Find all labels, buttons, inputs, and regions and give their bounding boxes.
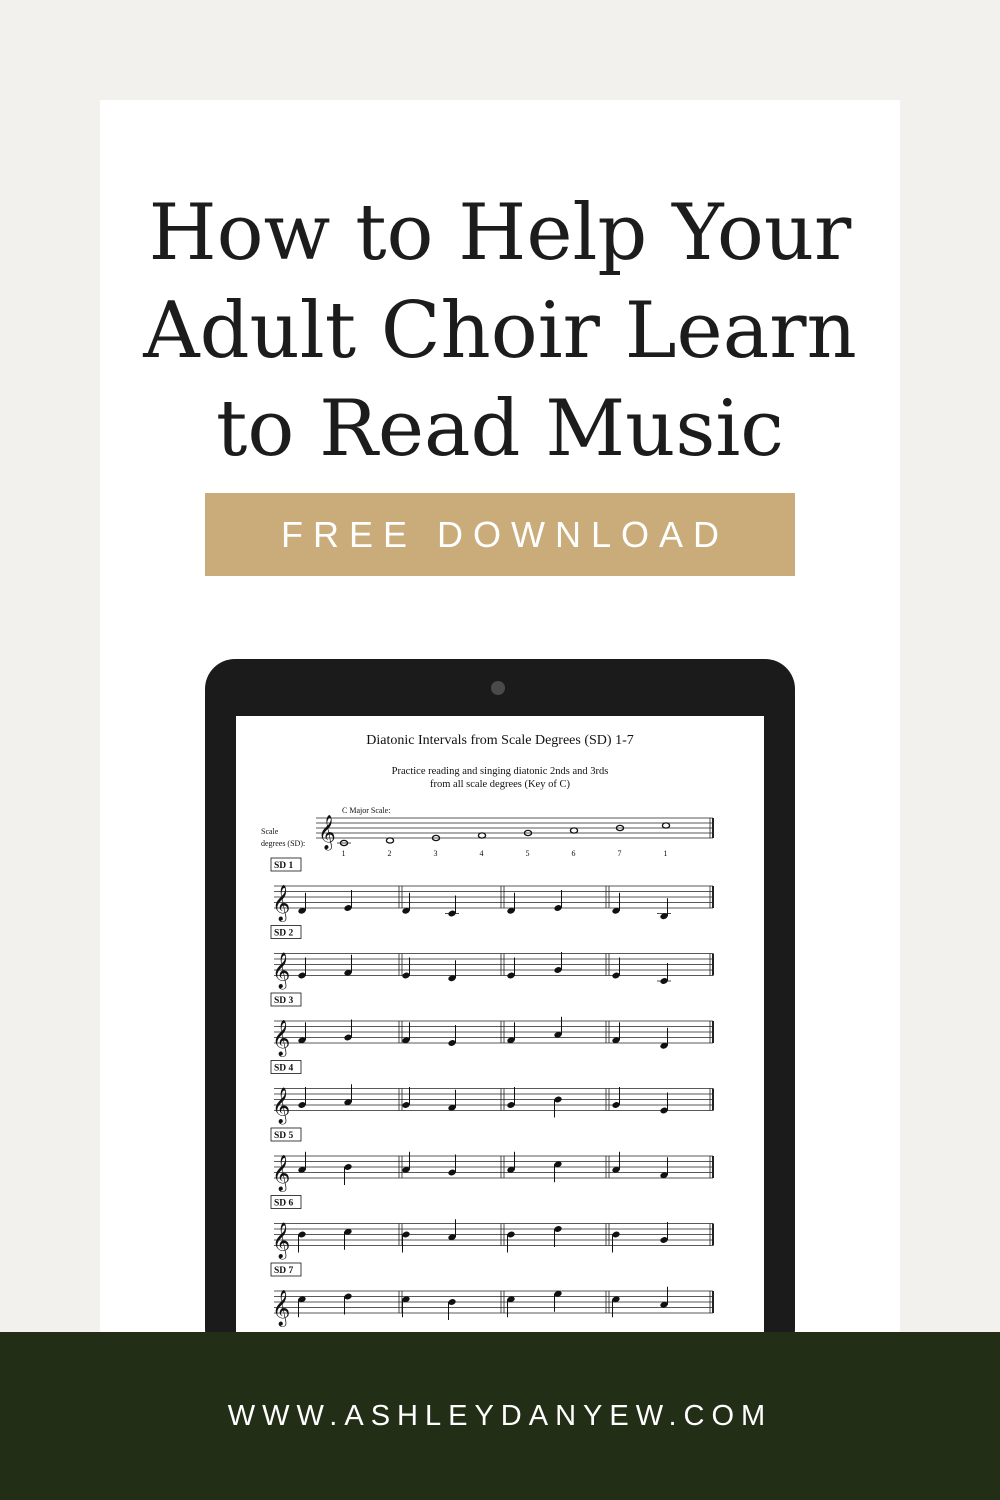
camera-icon [491, 681, 505, 695]
treble-clef-icon: 𝄞 [318, 816, 336, 849]
scale-note [570, 828, 577, 833]
sd-label: SD 6 [274, 1198, 294, 1209]
sheet-music [236, 716, 764, 1359]
scale-degree-number: 3 [433, 849, 438, 858]
treble-clef-icon: 𝄞 [272, 1290, 291, 1325]
sd-label: SD 1 [274, 861, 294, 871]
worksheet-preview [236, 716, 764, 1359]
treble-clef-icon: 𝄞 [272, 1087, 291, 1123]
treble-clef-icon: 𝄞 [272, 1155, 291, 1190]
scale-note [662, 823, 669, 828]
scale-degree-number: 5 [525, 849, 530, 858]
scale-degree-number: 1 [341, 849, 346, 858]
sd-label: SD 7 [274, 1266, 294, 1276]
scale-label: C Major Scale: [342, 806, 391, 815]
treble-clef-icon: 𝄞 [272, 952, 291, 988]
title-line-2: Adult Choir Learn [143, 286, 857, 376]
title-line-3: to Read Music [216, 384, 784, 474]
sd-label: SD 5 [274, 1131, 294, 1141]
free-download-button[interactable]: FREE DOWNLOAD [205, 493, 795, 576]
sd-label: SD 2 [274, 928, 294, 939]
page-title [0, 184, 1000, 478]
footer-bar [0, 1332, 1000, 1500]
treble-clef-icon: 𝄞 [272, 1222, 291, 1258]
tablet-mockup [205, 659, 795, 1359]
treble-clef-icon: 𝄞 [272, 885, 291, 920]
sd-label: SD 4 [274, 1063, 294, 1074]
worksheet-title: Diatonic Intervals from Scale Degrees (SD) 1-7 [366, 733, 634, 748]
scale-degrees-label: Scale [261, 827, 279, 836]
title-line-1: How to Help Your [148, 188, 852, 278]
scale-degree-number: 1 [663, 849, 668, 858]
scale-degree-number: 4 [479, 849, 484, 858]
worksheet-subtitle-line-1: Practice reading and singing diatonic 2nds and 3rds [391, 766, 609, 777]
website-link[interactable]: WWW.ASHLEYDANYEW.COM [227, 1400, 773, 1432]
scale-degree-number: 7 [617, 849, 622, 858]
scale-degrees-label: degrees (SD): [261, 839, 306, 848]
treble-clef-icon: 𝄞 [272, 1020, 291, 1055]
worksheet-subtitle-line-2: from all scale degrees (Key of C) [430, 779, 570, 790]
sd-label: SD 3 [274, 996, 294, 1006]
scale-degree-number: 2 [387, 849, 392, 858]
scale-degree-number: 6 [571, 849, 576, 858]
scale-note [478, 833, 485, 838]
scale-note [386, 838, 393, 843]
